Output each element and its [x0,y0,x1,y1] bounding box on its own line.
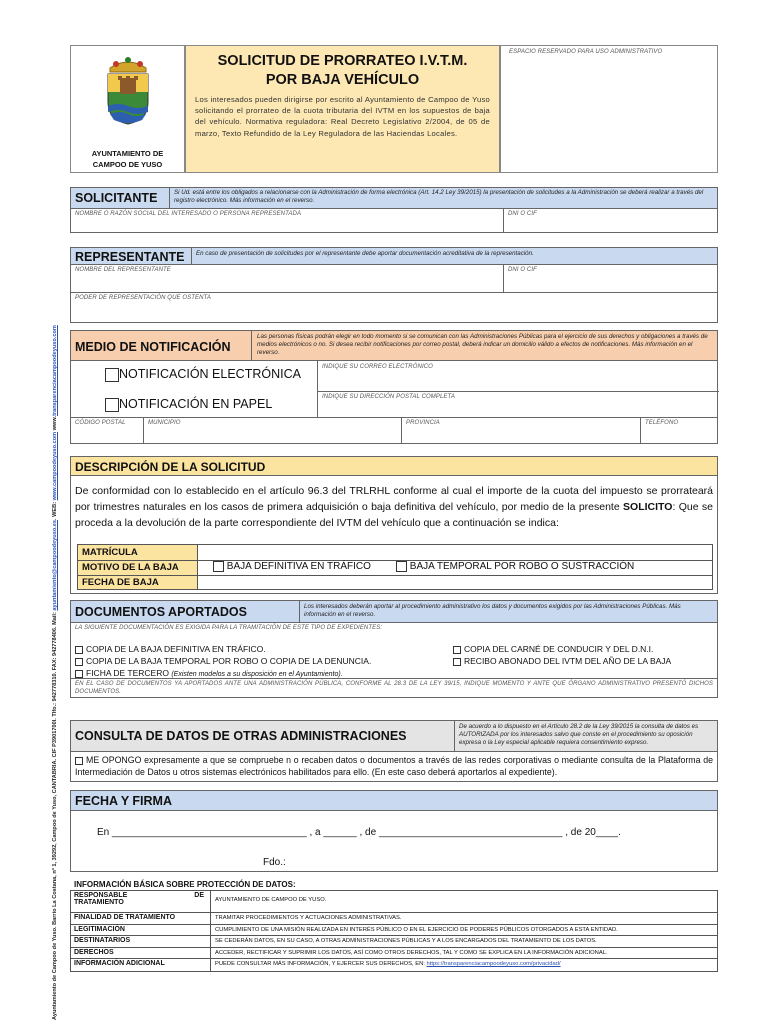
signature-label: Fdo.: [263,857,286,868]
poder-representacion-field[interactable] [71,293,717,323]
title-block [185,45,500,173]
oppose-option[interactable]: ME OPONGO expresamente a que se compruebe n o recaben datos o documentos a través de las redes corporativas o mediante consulta de la Plataforma de Intermediación de Datos u otros sistemas electrónicos habilitados para ello. (En este caso deberá aportarlos al expediente). [75,755,713,777]
notificacion-electronica-option[interactable]: NOTIFICACIÓN ELECTRÓNICA [105,367,301,382]
documentos-section: DOCUMENTOS APORTADOS Los interesados deberán aportar al procedimiento administrativo los datos y documentos exigidos por las Administraciones Públicas. Más información en el reverso. LA SIGUIENTE DOCUMENTACIÓN ES EXIGIDA PARA LA TRAMITACIÓN DE ESTE TIPO DE EXPEDIENTES: COPIA DE LA BAJA DEFINITIVA EN TRÁFICO. COPIA DE LA BAJA TEMPORAL POR ROBO O COPIA DE LA DENUNCIA. FICHA DE TERCERO (Existen modelos a su disposición en el Ayuntamiento). COPIA DEL CARNÉ DE CONDUCIR Y DEL D.N.I. RECIBO ABONADO DEL IVTM DEL AÑO DE LA BAJA EN EL CASO DE DOCUMENTOS YA APORTADOS ANTE UNA ADMINISTRACIÓN PÚBLICA, CONFORME AL 28.3 DE LA LEY 39/15, INDIQUE MOMENTO Y ANTE QUE ÓRGANO ADMINISTRATIVO PRESENTÓ DICHOS DOCUMENTOS. [70,600,718,698]
email-field[interactable] [318,361,718,391]
doc-recibo-ivtm[interactable]: RECIBO ABONADO DEL IVTM DEL AÑO DE LA BAJA [453,655,671,667]
doc-baja-definitiva[interactable]: COPIA DE LA BAJA DEFINITIVA EN TRÁFICO. [75,643,371,655]
firma-section: FECHA Y FIRMA En ___________________________________ , a ______ , de _________________________________ , de 20____. Fdo.: [70,790,718,872]
web-link[interactable]: www.campoodeyuso.com [52,431,58,501]
representante-dni-field[interactable] [504,265,718,292]
email-link[interactable]: ayuntamiento@campoodeyuso.es [52,519,58,611]
checkbox[interactable] [453,646,461,654]
coat-of-arms-icon [102,54,154,126]
checkbox[interactable] [75,757,83,765]
checkbox[interactable] [213,561,224,572]
solicitante-section: SOLICITANTE Si Ud. está entre los obligados a relacionarse con la Administración de forma electrónica (Art. 14.2 Ley 39/2015) la presentación de solicitudes a la Administración se deberá realizar a través del registro electrónico. Más información en el reverso. NOMBRE O RAZÓN SOCIAL DEL INTERESADO O PERSONA REPRESENTADA DNI O CIF [70,187,718,233]
baja-definitiva-option[interactable]: BAJA DEFINITIVA EN TRÁFICO [213,561,371,572]
date-place-line[interactable]: En ___________________________________ , a ______ , de _________________________________ , de 20____. [97,827,621,838]
org-name: AYUNTAMIENTO DE CAMPOO DE YUSO [91,149,164,169]
form-title: SOLICITUD DE PRORRATEO I.V.T.M. POR BAJA VEHÍCULO [217,53,468,88]
transparency-link[interactable]: transparenciacampoodeyuso.com [52,325,58,416]
section-title: SOLICITANTE [75,191,158,205]
matricula-field[interactable] [199,545,713,560]
telefono-field[interactable] [641,418,718,444]
representante-header: REPRESENTANTE En caso de presentación de solicitudes por el representante debe aportar documentación acreditativa de la representación. [71,248,717,265]
other-admin-note[interactable]: EN EL CASO DE DOCUMENTOS YA APORTADOS ANTE UNA ADMINISTRACIÓN PÚBLICA, CONFORME AL 28.3 DE LA LEY 39/15, INDIQUE MOMENTO Y ANTE QUE ÓRGANO ADMINISTRATIVO PRESENTÓ DICHOS DOCUMENTOS. [75,681,713,696]
checkbox[interactable] [396,561,407,572]
checkbox[interactable] [453,658,461,666]
descripcion-text: De conformidad con lo establecido en el artículo 96.3 del TRLRHL conforme al cual el importe de la cuota del impuesto se prorrateará por trimestres naturales en los casos de primera adquisición o baja definitiva del vehículo, por medio de la presente SOLICITO: Que se proceda a la devolución de la parte correspondiente del IVTM del vehículo que a continuación se indica: [75,485,713,529]
logo-block [70,45,185,173]
intro-text: Los interesados pueden dirigirse por escrito al Ayuntamiento de Campoo de Yuso solicitando el prorrateo de la cuota tributaria del IVTM en los supuestos de baja del vehículo. Normativa reguladora: Real Decreto Legislativo 2/2004, de 05 de marzo, Texto Refundido de la Ley Reguladora de las Haciendas Locales. [195,94,490,138]
baja-temporal-option[interactable]: BAJA TEMPORAL POR ROBO O SUSTRACCIÓN [396,561,634,572]
representante-name-field[interactable] [71,265,503,292]
checkbox[interactable] [105,368,119,382]
doc-carne-dni[interactable]: COPIA DEL CARNÉ DE CONDUCIR Y DEL D.N.I. [453,643,671,655]
privacy-link[interactable]: https://transparenciacampoodeyuso.com/privacidad/ [426,961,561,967]
representante-section: REPRESENTANTE En caso de presentación de solicitudes por el representante debe aportar documentación acreditativa de la representación. NOMBRE DEL REPRESENTANTE DNI O CIF PODER DE REPRESENTACIÓN QUE OSTENTA [70,247,718,323]
checkbox[interactable] [75,646,83,654]
address-field[interactable] [318,391,718,417]
section-note: Si Ud. está entre los obligados a relacionarse con la Administración de forma electrónica (Art. 14.2 Ley 39/2015) la presentación de solicitudes a la Administración se deberá realizar a través del registro electrónico. Más información en el reverso. [174,189,704,204]
notificacion-section: MEDIO DE NOTIFICACIÓN Las personas físicas podrán elegir en todo momento si se comunican con las Administraciones Públicas para el ejercicio de sus derechos y obligaciones a través de medios electrónicos o no. Si desea recibir notificaciones por correo postal, deberá indicar un domicilio válido a efectos de notificaciones. Más información en el reverso. NOTIFICACIÓN ELECTRÓNICA INDIQUE SU CORREO ELECTRÓNICO NOTIFICACIÓN EN PAPEL INDIQUE SU DIRECCIÓN POSTAL COMPLETA CÓDIGO POSTAL MUNICIPIO PROVINCIA TELÉFONO [70,330,718,444]
descripcion-section: DESCRIPCIÓN DE LA SOLICITUD De conformidad con lo establecido en el artículo 96.3 del TRLRHL conforme al cual el importe de la cuota del impuesto se prorrateará por trimestres naturales en los casos de primera adquisición o baja definitiva del vehículo, por medio de la presente SOLICITO: Que se proceda a la devolución de la parte correspondiente del IVTM del vehículo que a continuación se indica: MATRÍCULA MOTIVO DE LA BAJA FECHA DE BAJA BAJA DEFINITIVA EN TRÁFICO BAJA TEMPORAL POR ROBO O SUSTRACCIÓN [70,456,718,594]
municipio-field[interactable] [144,418,401,444]
doc-ficha-tercero[interactable]: FICHA DE TERCERO (Existen modelos a su disposición en el Ayuntamiento). [75,667,371,680]
provincia-field[interactable] [402,418,640,444]
gdpr-title: INFORMACIÓN BÁSICA SOBRE PROTECCIÓN DE DATOS: [74,880,296,889]
doc-baja-temporal[interactable]: COPIA DE LA BAJA TEMPORAL POR ROBO O COPIA DE LA DENUNCIA. [75,655,371,667]
gdpr-table: RESPONSABLE DE TRATAMIENTO AYUNTAMIENTO DE CAMPOO DE YUSO. FINALIDAD DE TRATAMIENTO TRAMITAR PROCEDIMIENTOS Y ACTUACIONES ADMINISTRATIVAS. LEGITIMACIÓN CUMPLIMIENTO DE UNA MISIÓN REALIZADA EN INTERÉS PÚBLICO O EN EL EJERCICIO DE PODERES PÚBLICOS OTORGADOS A ESTA ENTIDAD. DESTINATARIOS SE CEDERÁN DATOS, EN SU CASO, A OTRAS ADMINISTRACIONES PÚBLICAS Y A LOS ENCARGADOS DEL TRATAMIENTO DE LOS DATOS. DERECHOS ACCEDER, RECTIFICAR Y SUPRIMIR LOS DATOS, ASÍ COMO OTROS DERECHOS, TAL Y COMO SE EXPLICA EN LA INFORMACIÓN ADICIONAL. INFORMACIÓN ADICIONAL PUEDE CONSULTAR MÁS INFORMACIÓN, Y EJERCER SUS DERECHOS, EN: https://transparenciacampoodeyuso.com/privacidad/ [70,890,718,972]
solicitante-name-field[interactable] [71,209,503,232]
notificacion-papel-option[interactable]: NOTIFICACIÓN EN PAPEL [105,397,272,412]
checkbox[interactable] [105,398,119,412]
fecha-baja-field[interactable] [199,576,713,589]
checkbox[interactable] [75,658,83,666]
postal-code-field[interactable] [71,418,143,444]
admin-reserved-box: ESPACIO RESERVADO PARA USO ADMINISTRATIVO [500,45,718,173]
sidebar-contact-text: Ayuntamiento de Campoo de Yuso. Barrio La Costana, nº 1, 39292, Campoo de Yuso, CANTABRIA. CIF P3901700I. Tlfo.: 942778310. FAX: 942778406. Mail: ayuntamiento@campoodeyuso.es. WEB: www.campoodeyuso.com www.transparenciacampoodeyuso.com [52,325,58,1020]
consulta-section: CONSULTA DE DATOS DE OTRAS ADMINISTRACIONES De acuerdo a lo dispuesto en el Artículo 28.2 de la Ley 39/2015 la consulta de datos es AUTORIZADA por los interesados salvo que conste en el procedimiento su oposición expresa o la Ley especial aplicable requiera consentimiento expreso. ME OPONGO expresamente a que se compruebe n o recaben datos o documentos a través de las redes corporativas o mediante consulta de la Plataforma de Intermediación de Datos u otros sistemas electrónicos habilitados para ello. (En este caso deberá aportarlos al expediente). [70,720,718,782]
solicitante-dni-field[interactable] [504,209,718,232]
vehicle-table: MATRÍCULA MOTIVO DE LA BAJA FECHA DE BAJA BAJA DEFINITIVA EN TRÁFICO BAJA TEMPORAL POR ROBO O SUSTRACCIÓN [77,544,713,590]
checkbox[interactable] [75,670,83,678]
solicitante-header [71,188,717,209]
